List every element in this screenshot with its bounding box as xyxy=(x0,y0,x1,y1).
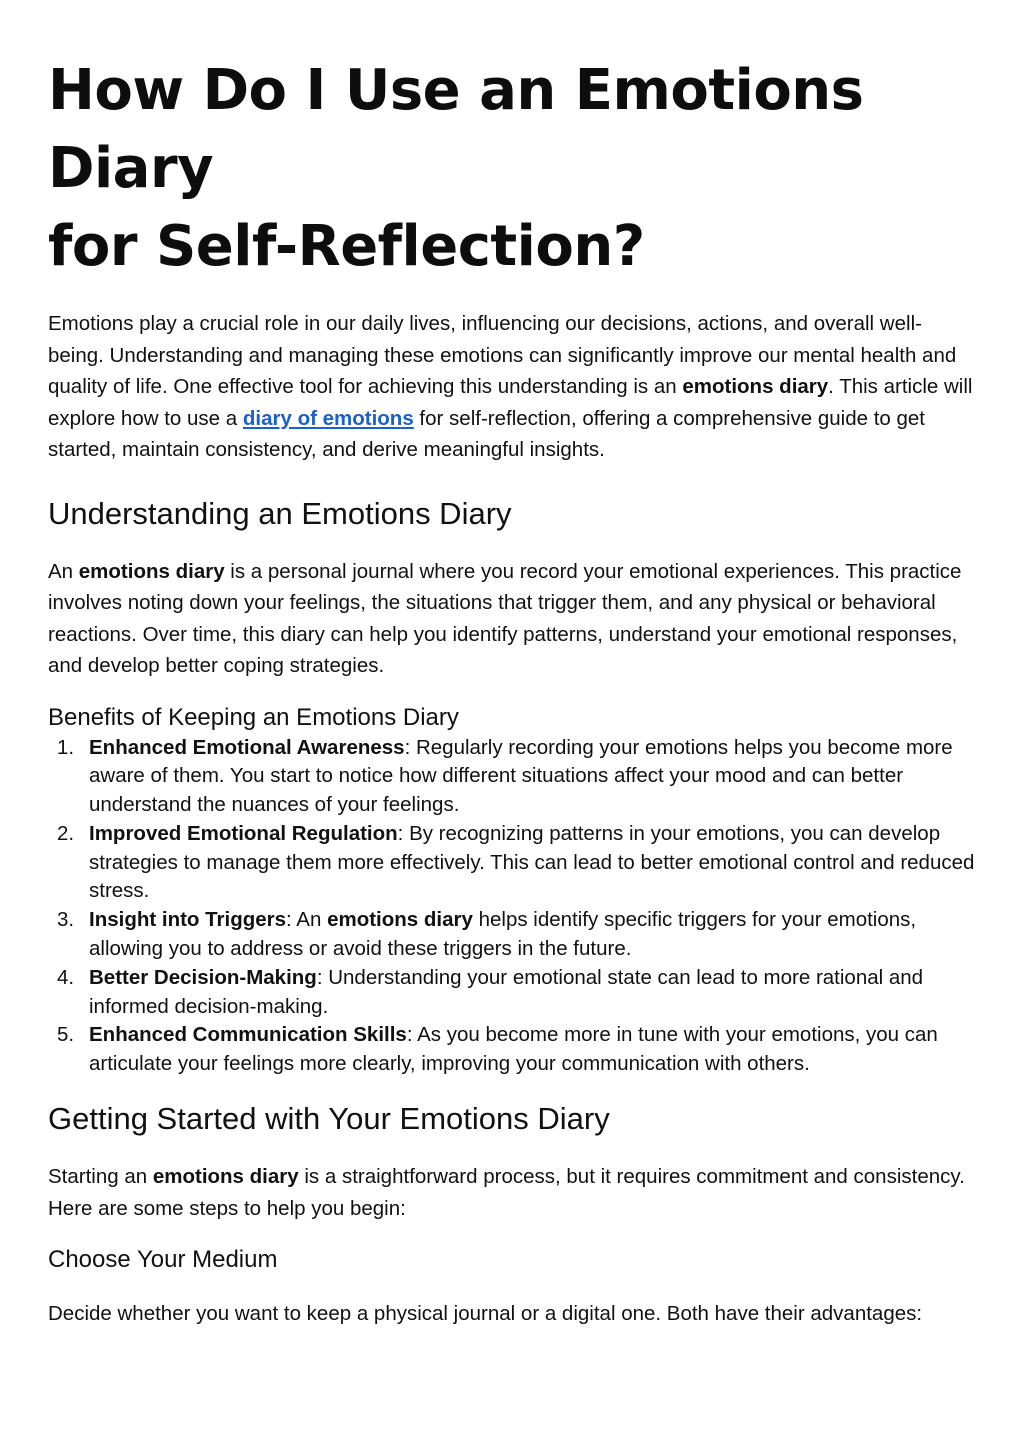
list-item-text: : As you become more in tune with your emotions, you can articulate your feelings more clearly, improving your communication with others. xyxy=(89,1023,938,1076)
understanding-bold-term: emotions diary xyxy=(78,559,225,583)
list-item-bold-term: emotions diary xyxy=(327,908,473,932)
understanding-text-2: is a personal journal where you record your emotional experiences. This practice involves noting down your feelings, the situations that trigger them, and any physical or behavioral reactions. Over time, this diary can help you identify patterns, understand your emotional responses, and develop better coping strategies. xyxy=(48,559,962,677)
list-item-term: Insight into Triggers xyxy=(89,908,287,932)
list-item-text: : Regularly recording your emotions helps you become more aware of them. You start to notice how different situations affect your mood and can better understand the nuances of your feelings. xyxy=(89,735,953,817)
title-line-1: How Do I Use an Emotions Diary xyxy=(48,58,864,201)
list-item-number: 2. xyxy=(57,821,75,845)
list-item-text: : Understanding your emotional state can lead to more rational and informed decision-making. xyxy=(89,965,924,1018)
title-line-2: for Self-Reflection? xyxy=(48,214,645,279)
benefits-list xyxy=(48,734,976,1080)
list-item-term: Enhanced Communication Skills xyxy=(89,1023,407,1047)
list-item xyxy=(48,906,976,964)
medium-paragraph: Decide whether you want to keep a physical journal or a digital one. Both have their advantages: xyxy=(48,1302,923,1326)
list-item-term: Enhanced Emotional Awareness xyxy=(89,735,405,759)
getting-started-text-2: is a straightforward process, but it requires commitment and consistency. Here are some steps to help you begin: xyxy=(48,1165,965,1220)
section-heading-understanding: Understanding an Emotions Diary xyxy=(48,495,512,531)
diary-of-emotions-link[interactable]: diary of emotions xyxy=(242,406,414,430)
list-item-number: 4. xyxy=(57,965,75,989)
list-item-text: : By recognizing patterns in your emotions, you can develop strategies to manage them more effectively. This can lead to better emotional control and reduced stress. xyxy=(89,821,975,903)
getting-started-text-1: Starting an xyxy=(48,1165,153,1189)
list-item xyxy=(48,1021,976,1079)
understanding-text-1: An xyxy=(48,559,79,583)
understanding-paragraph xyxy=(48,556,976,682)
list-item-text: helps identify specific triggers for your emotions, allowing you to address or avoid these triggers in the future. xyxy=(89,908,917,961)
intro-paragraph xyxy=(48,308,976,466)
intro-text-3: for self-reflection, offering a comprehensive guide to get started, maintain consistency, and derive meaningful insights. xyxy=(48,406,926,461)
list-item-term: Improved Emotional Regulation xyxy=(89,821,398,845)
list-item-number: 5. xyxy=(57,1023,75,1047)
intro-bold-term: emotions diary xyxy=(682,375,829,398)
list-item-number: 3. xyxy=(57,908,75,932)
subheading-choose-medium: Choose Your Medium xyxy=(48,1246,278,1274)
page-title xyxy=(48,52,976,286)
getting-started-paragraph xyxy=(48,1161,976,1224)
getting-started-bold-term: emotions diary xyxy=(152,1165,299,1189)
list-item-text-pre: : An xyxy=(286,908,328,932)
subheading-benefits: Benefits of Keeping an Emotions Diary xyxy=(48,703,459,731)
list-item-term: Better Decision-Making xyxy=(89,965,317,989)
intro-text-2: . This article will explore how to use a xyxy=(48,375,973,430)
list-item-number: 1. xyxy=(57,735,75,759)
intro-text-1: Emotions play a crucial role in our daily lives, influencing our decisions, actions, and overall well-being. Understanding and managing these emotions can significantly improve our mental health and quality of life. One effective tool for achieving this understanding is an xyxy=(48,312,957,398)
list-item xyxy=(48,820,976,906)
list-item xyxy=(48,964,976,1022)
list-item xyxy=(48,734,976,820)
section-heading-getting-started: Getting Started with Your Emotions Diary xyxy=(48,1101,610,1137)
